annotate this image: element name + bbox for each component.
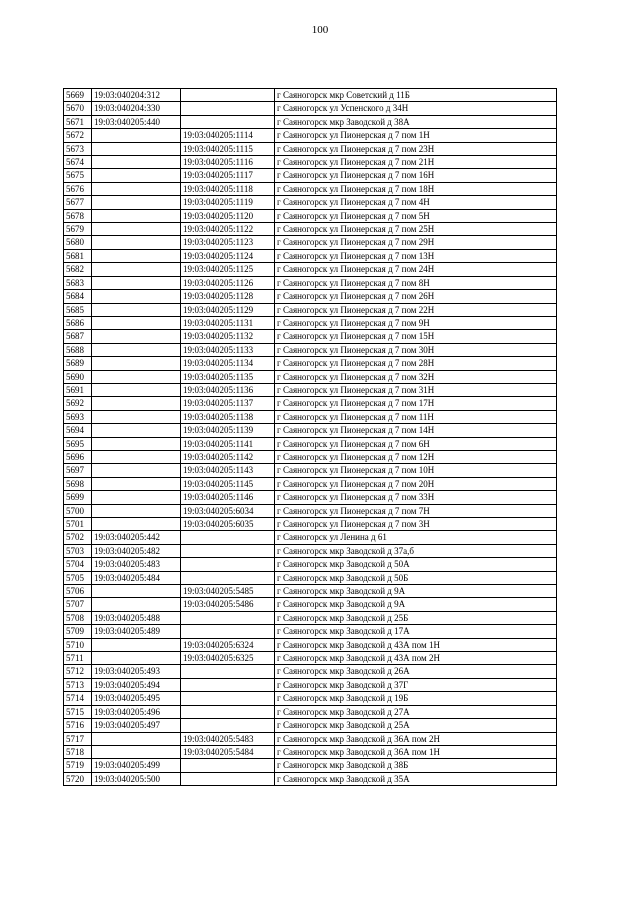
building-cadastral-cell: 19:03:040205:1133 bbox=[181, 343, 275, 356]
row-number-cell: 5694 bbox=[64, 424, 92, 437]
table-row bbox=[64, 249, 557, 262]
building-cadastral-cell: 19:03:040205:1122 bbox=[181, 223, 275, 236]
land-cadastral-cell bbox=[92, 585, 181, 598]
address-cell: г Саяногорск ул Пионерская д 7 пом 1Н bbox=[275, 129, 557, 142]
land-cadastral-cell: 19:03:040205:493 bbox=[92, 665, 181, 678]
table-row bbox=[64, 571, 557, 584]
building-cadastral-cell bbox=[181, 665, 275, 678]
table-row bbox=[64, 665, 557, 678]
building-cadastral-cell: 19:03:040205:1134 bbox=[181, 357, 275, 370]
address-cell: г Саяногорск мкр Заводской д 9А bbox=[275, 585, 557, 598]
land-cadastral-cell bbox=[92, 330, 181, 343]
row-number-cell: 5674 bbox=[64, 156, 92, 169]
address-cell: г Саяногорск ул Пионерская д 7 пом 22Н bbox=[275, 303, 557, 316]
building-cadastral-cell: 19:03:040205:1126 bbox=[181, 276, 275, 289]
row-number-cell: 5669 bbox=[64, 89, 92, 102]
address-cell: г Саяногорск ул Пионерская д 7 пом 16Н bbox=[275, 169, 557, 182]
address-cell: г Саяногорск ул Пионерская д 7 пом 25Н bbox=[275, 223, 557, 236]
land-cadastral-cell bbox=[92, 370, 181, 383]
table-row bbox=[64, 678, 557, 691]
row-number-cell: 5700 bbox=[64, 504, 92, 517]
address-cell: г Саяногорск ул Пионерская д 7 пом 11Н bbox=[275, 410, 557, 423]
table-row bbox=[64, 611, 557, 624]
building-cadastral-cell bbox=[181, 611, 275, 624]
table-row bbox=[64, 705, 557, 718]
table-row bbox=[64, 424, 557, 437]
building-cadastral-cell bbox=[181, 678, 275, 691]
building-cadastral-cell: 19:03:040205:1128 bbox=[181, 290, 275, 303]
building-cadastral-cell: 19:03:040205:1118 bbox=[181, 182, 275, 195]
row-number-cell: 5714 bbox=[64, 692, 92, 705]
building-cadastral-cell: 19:03:040205:6034 bbox=[181, 504, 275, 517]
building-cadastral-cell: 19:03:040205:1136 bbox=[181, 383, 275, 396]
row-number-cell: 5706 bbox=[64, 585, 92, 598]
building-cadastral-cell: 19:03:040205:1124 bbox=[181, 249, 275, 262]
land-cadastral-cell bbox=[92, 745, 181, 758]
building-cadastral-cell bbox=[181, 571, 275, 584]
building-cadastral-cell bbox=[181, 115, 275, 128]
land-cadastral-cell bbox=[92, 491, 181, 504]
row-number-cell: 5672 bbox=[64, 129, 92, 142]
row-number-cell: 5689 bbox=[64, 357, 92, 370]
row-number-cell: 5715 bbox=[64, 705, 92, 718]
land-cadastral-cell bbox=[92, 156, 181, 169]
address-cell: г Саяногорск мкр Заводской д 37а,б bbox=[275, 544, 557, 557]
building-cadastral-cell: 19:03:040205:5483 bbox=[181, 732, 275, 745]
land-cadastral-cell bbox=[92, 129, 181, 142]
land-cadastral-cell bbox=[92, 504, 181, 517]
land-cadastral-cell bbox=[92, 290, 181, 303]
address-cell: г Саяногорск ул Пионерская д 7 пом 12Н bbox=[275, 450, 557, 463]
row-number-cell: 5705 bbox=[64, 571, 92, 584]
row-number-cell: 5675 bbox=[64, 169, 92, 182]
building-cadastral-cell bbox=[181, 558, 275, 571]
address-cell: г Саяногорск ул Пионерская д 7 пом 8Н bbox=[275, 276, 557, 289]
building-cadastral-cell: 19:03:040205:1125 bbox=[181, 263, 275, 276]
address-cell: г Саяногорск ул Пионерская д 7 пом 31Н bbox=[275, 383, 557, 396]
address-cell: г Саяногорск ул Пионерская д 7 пом 15Н bbox=[275, 330, 557, 343]
building-cadastral-cell: 19:03:040205:1116 bbox=[181, 156, 275, 169]
land-cadastral-cell bbox=[92, 343, 181, 356]
land-cadastral-cell bbox=[92, 276, 181, 289]
land-cadastral-cell bbox=[92, 383, 181, 396]
land-cadastral-cell bbox=[92, 477, 181, 490]
address-cell: г Саяногорск ул Пионерская д 7 пом 3Н bbox=[275, 518, 557, 531]
row-number-cell: 5677 bbox=[64, 196, 92, 209]
building-cadastral-cell: 19:03:040205:1114 bbox=[181, 129, 275, 142]
table-row bbox=[64, 410, 557, 423]
land-cadastral-cell: 19:03:040205:496 bbox=[92, 705, 181, 718]
row-number-cell: 5696 bbox=[64, 450, 92, 463]
row-number-cell: 5686 bbox=[64, 316, 92, 329]
land-cadastral-cell: 19:03:040205:494 bbox=[92, 678, 181, 691]
table-row bbox=[64, 625, 557, 638]
land-cadastral-cell: 19:03:040205:497 bbox=[92, 719, 181, 732]
address-cell: г Саяногорск мкр Заводской д 50Б bbox=[275, 571, 557, 584]
row-number-cell: 5687 bbox=[64, 330, 92, 343]
address-cell: г Саяногорск мкр Заводской д 27А bbox=[275, 705, 557, 718]
building-cadastral-cell: 19:03:040205:1135 bbox=[181, 370, 275, 383]
address-cell: г Саяногорск ул Пионерская д 7 пом 32Н bbox=[275, 370, 557, 383]
land-cadastral-cell bbox=[92, 142, 181, 155]
row-number-cell: 5685 bbox=[64, 303, 92, 316]
table-row bbox=[64, 196, 557, 209]
table-row bbox=[64, 357, 557, 370]
building-cadastral-cell bbox=[181, 772, 275, 785]
land-cadastral-cell bbox=[92, 209, 181, 222]
building-cadastral-cell: 19:03:040205:1139 bbox=[181, 424, 275, 437]
address-cell: г Саяногорск мкр Заводской д 37Г bbox=[275, 678, 557, 691]
table-row bbox=[64, 303, 557, 316]
building-cadastral-cell bbox=[181, 759, 275, 772]
table-row bbox=[64, 491, 557, 504]
row-number-cell: 5720 bbox=[64, 772, 92, 785]
table-row bbox=[64, 464, 557, 477]
row-number-cell: 5709 bbox=[64, 625, 92, 638]
land-cadastral-cell: 19:03:040205:499 bbox=[92, 759, 181, 772]
building-cadastral-cell: 19:03:040205:1123 bbox=[181, 236, 275, 249]
table-row bbox=[64, 102, 557, 115]
row-number-cell: 5683 bbox=[64, 276, 92, 289]
row-number-cell: 5704 bbox=[64, 558, 92, 571]
address-cell: г Саяногорск ул Пионерская д 7 пом 4Н bbox=[275, 196, 557, 209]
land-cadastral-cell bbox=[92, 236, 181, 249]
table-row bbox=[64, 89, 557, 102]
land-cadastral-cell bbox=[92, 357, 181, 370]
row-number-cell: 5712 bbox=[64, 665, 92, 678]
table-row bbox=[64, 156, 557, 169]
building-cadastral-cell: 19:03:040205:5485 bbox=[181, 585, 275, 598]
building-cadastral-cell: 19:03:040205:1129 bbox=[181, 303, 275, 316]
building-cadastral-cell: 19:03:040205:1137 bbox=[181, 397, 275, 410]
table-row bbox=[64, 504, 557, 517]
row-number-cell: 5679 bbox=[64, 223, 92, 236]
address-cell: г Саяногорск мкр Заводской д 25Б bbox=[275, 611, 557, 624]
table-row bbox=[64, 719, 557, 732]
address-cell: г Саяногорск мкр Заводской д 50А bbox=[275, 558, 557, 571]
land-cadastral-cell bbox=[92, 249, 181, 262]
table-row bbox=[64, 397, 557, 410]
address-cell: г Саяногорск мкр Заводской д 9А bbox=[275, 598, 557, 611]
row-number-cell: 5678 bbox=[64, 209, 92, 222]
address-cell: г Саяногорск ул Пионерская д 7 пом 10Н bbox=[275, 464, 557, 477]
address-cell: г Саяногорск ул Пионерская д 7 пом 13Н bbox=[275, 249, 557, 262]
table-row bbox=[64, 598, 557, 611]
table-row bbox=[64, 585, 557, 598]
table-row bbox=[64, 638, 557, 651]
table-row bbox=[64, 558, 557, 571]
land-cadastral-cell bbox=[92, 652, 181, 665]
table-row bbox=[64, 450, 557, 463]
building-cadastral-cell: 19:03:040205:1142 bbox=[181, 450, 275, 463]
row-number-cell: 5688 bbox=[64, 343, 92, 356]
building-cadastral-cell: 19:03:040205:1146 bbox=[181, 491, 275, 504]
address-cell: г Саяногорск мкр Заводской д 43А пом 2Н bbox=[275, 652, 557, 665]
address-cell: г Саяногорск ул Пионерская д 7 пом 29Н bbox=[275, 236, 557, 249]
building-cadastral-cell: 19:03:040205:6035 bbox=[181, 518, 275, 531]
land-cadastral-cell: 19:03:040205:484 bbox=[92, 571, 181, 584]
land-cadastral-cell bbox=[92, 263, 181, 276]
row-number-cell: 5702 bbox=[64, 531, 92, 544]
building-cadastral-cell: 19:03:040205:1117 bbox=[181, 169, 275, 182]
land-cadastral-cell: 19:03:040204:312 bbox=[92, 89, 181, 102]
address-cell: г Саяногорск ул Пионерская д 7 пом 7Н bbox=[275, 504, 557, 517]
registry-table-body bbox=[64, 89, 557, 786]
table-row bbox=[64, 544, 557, 557]
row-number-cell: 5718 bbox=[64, 745, 92, 758]
page-number: 100 bbox=[311, 24, 329, 36]
building-cadastral-cell bbox=[181, 625, 275, 638]
building-cadastral-cell: 19:03:040205:1143 bbox=[181, 464, 275, 477]
row-number-cell: 5682 bbox=[64, 263, 92, 276]
address-cell: г Саяногорск ул Пионерская д 7 пом 14Н bbox=[275, 424, 557, 437]
table-row bbox=[64, 209, 557, 222]
address-cell: г Саяногорск мкр Советский д 11Б bbox=[275, 89, 557, 102]
land-cadastral-cell bbox=[92, 424, 181, 437]
table-row bbox=[64, 330, 557, 343]
address-cell: г Саяногорск ул Пионерская д 7 пом 23Н bbox=[275, 142, 557, 155]
table-row bbox=[64, 370, 557, 383]
land-cadastral-cell bbox=[92, 464, 181, 477]
row-number-cell: 5708 bbox=[64, 611, 92, 624]
land-cadastral-cell: 19:03:040205:489 bbox=[92, 625, 181, 638]
row-number-cell: 5699 bbox=[64, 491, 92, 504]
address-cell: г Саяногорск ул Пионерская д 7 пом 9Н bbox=[275, 316, 557, 329]
address-cell: г Саяногорск ул Пионерская д 7 пом 17Н bbox=[275, 397, 557, 410]
row-number-cell: 5670 bbox=[64, 102, 92, 115]
row-number-cell: 5693 bbox=[64, 410, 92, 423]
land-cadastral-cell: 19:03:040205:495 bbox=[92, 692, 181, 705]
building-cadastral-cell bbox=[181, 531, 275, 544]
table-row bbox=[64, 477, 557, 490]
building-cadastral-cell: 19:03:040205:6325 bbox=[181, 652, 275, 665]
address-cell: г Саяногорск ул Пионерская д 7 пом 5Н bbox=[275, 209, 557, 222]
address-cell: г Саяногорск мкр Заводской д 26А bbox=[275, 665, 557, 678]
address-cell: г Саяногорск ул Пионерская д 7 пом 26Н bbox=[275, 290, 557, 303]
table-row bbox=[64, 759, 557, 772]
land-cadastral-cell: 19:03:040205:482 bbox=[92, 544, 181, 557]
table-row bbox=[64, 343, 557, 356]
row-number-cell: 5698 bbox=[64, 477, 92, 490]
building-cadastral-cell bbox=[181, 719, 275, 732]
row-number-cell: 5676 bbox=[64, 182, 92, 195]
building-cadastral-cell: 19:03:040205:1145 bbox=[181, 477, 275, 490]
building-cadastral-cell: 19:03:040205:5484 bbox=[181, 745, 275, 758]
row-number-cell: 5711 bbox=[64, 652, 92, 665]
address-cell: г Саяногорск ул Пионерская д 7 пом 20Н bbox=[275, 477, 557, 490]
table-row bbox=[64, 276, 557, 289]
building-cadastral-cell bbox=[181, 544, 275, 557]
table-row bbox=[64, 732, 557, 745]
table-row bbox=[64, 129, 557, 142]
table-row bbox=[64, 142, 557, 155]
row-number-cell: 5713 bbox=[64, 678, 92, 691]
table-row bbox=[64, 652, 557, 665]
land-cadastral-cell bbox=[92, 182, 181, 195]
address-cell: г Саяногорск ул Пионерская д 7 пом 30Н bbox=[275, 343, 557, 356]
table-row bbox=[64, 223, 557, 236]
table-row bbox=[64, 115, 557, 128]
building-cadastral-cell bbox=[181, 89, 275, 102]
land-cadastral-cell bbox=[92, 437, 181, 450]
table-row bbox=[64, 290, 557, 303]
table-row bbox=[64, 692, 557, 705]
land-cadastral-cell: 19:03:040205:488 bbox=[92, 611, 181, 624]
address-cell: г Саяногорск мкр Заводской д 17А bbox=[275, 625, 557, 638]
table-row bbox=[64, 437, 557, 450]
address-cell: г Саяногорск мкр Заводской д 19Б bbox=[275, 692, 557, 705]
land-cadastral-cell bbox=[92, 316, 181, 329]
row-number-cell: 5690 bbox=[64, 370, 92, 383]
building-cadastral-cell bbox=[181, 692, 275, 705]
address-cell: г Саяногорск ул Пионерская д 7 пом 33Н bbox=[275, 491, 557, 504]
building-cadastral-cell: 19:03:040205:1132 bbox=[181, 330, 275, 343]
row-number-cell: 5692 bbox=[64, 397, 92, 410]
row-number-cell: 5710 bbox=[64, 638, 92, 651]
building-cadastral-cell: 19:03:040205:5486 bbox=[181, 598, 275, 611]
land-cadastral-cell bbox=[92, 732, 181, 745]
address-cell: г Саяногорск мкр Заводской д 25А bbox=[275, 719, 557, 732]
row-number-cell: 5701 bbox=[64, 518, 92, 531]
row-number-cell: 5671 bbox=[64, 115, 92, 128]
land-cadastral-cell bbox=[92, 196, 181, 209]
table-row bbox=[64, 383, 557, 396]
land-cadastral-cell: 19:03:040205:500 bbox=[92, 772, 181, 785]
row-number-cell: 5695 bbox=[64, 437, 92, 450]
table-row bbox=[64, 182, 557, 195]
table-row bbox=[64, 745, 557, 758]
table-row bbox=[64, 518, 557, 531]
row-number-cell: 5684 bbox=[64, 290, 92, 303]
address-cell: г Саяногорск ул Пионерская д 7 пом 6Н bbox=[275, 437, 557, 450]
table-row bbox=[64, 263, 557, 276]
land-cadastral-cell bbox=[92, 410, 181, 423]
row-number-cell: 5716 bbox=[64, 719, 92, 732]
table-row bbox=[64, 316, 557, 329]
address-cell: г Саяногорск мкр Заводской д 38Б bbox=[275, 759, 557, 772]
building-cadastral-cell bbox=[181, 102, 275, 115]
land-cadastral-cell: 19:03:040205:483 bbox=[92, 558, 181, 571]
land-cadastral-cell bbox=[92, 303, 181, 316]
building-cadastral-cell: 19:03:040205:1120 bbox=[181, 209, 275, 222]
land-cadastral-cell bbox=[92, 169, 181, 182]
land-cadastral-cell: 19:03:040204:330 bbox=[92, 102, 181, 115]
building-cadastral-cell: 19:03:040205:1138 bbox=[181, 410, 275, 423]
row-number-cell: 5719 bbox=[64, 759, 92, 772]
land-cadastral-cell: 19:03:040205:440 bbox=[92, 115, 181, 128]
building-cadastral-cell: 19:03:040205:1141 bbox=[181, 437, 275, 450]
row-number-cell: 5680 bbox=[64, 236, 92, 249]
table-row bbox=[64, 772, 557, 785]
land-cadastral-cell bbox=[92, 450, 181, 463]
address-cell: г Саяногорск ул Пионерская д 7 пом 18Н bbox=[275, 182, 557, 195]
address-cell: г Саяногорск ул Ленина д 61 bbox=[275, 531, 557, 544]
row-number-cell: 5691 bbox=[64, 383, 92, 396]
address-cell: г Саяногорск мкр Заводской д 35А bbox=[275, 772, 557, 785]
land-cadastral-cell bbox=[92, 598, 181, 611]
row-number-cell: 5697 bbox=[64, 464, 92, 477]
registry-table bbox=[63, 88, 557, 786]
land-cadastral-cell: 19:03:040205:442 bbox=[92, 531, 181, 544]
building-cadastral-cell: 19:03:040205:1131 bbox=[181, 316, 275, 329]
land-cadastral-cell bbox=[92, 518, 181, 531]
building-cadastral-cell: 19:03:040205:1119 bbox=[181, 196, 275, 209]
address-cell: г Саяногорск мкр Заводской д 36А пом 1Н bbox=[275, 745, 557, 758]
address-cell: г Саяногорск ул Успенского д 34Н bbox=[275, 102, 557, 115]
building-cadastral-cell: 19:03:040205:6324 bbox=[181, 638, 275, 651]
row-number-cell: 5703 bbox=[64, 544, 92, 557]
building-cadastral-cell bbox=[181, 705, 275, 718]
land-cadastral-cell bbox=[92, 223, 181, 236]
address-cell: г Саяногорск ул Пионерская д 7 пом 21Н bbox=[275, 156, 557, 169]
row-number-cell: 5681 bbox=[64, 249, 92, 262]
address-cell: г Саяногорск ул Пионерская д 7 пом 24Н bbox=[275, 263, 557, 276]
address-cell: г Саяногорск ул Пионерская д 7 пом 28Н bbox=[275, 357, 557, 370]
table-row bbox=[64, 236, 557, 249]
table-row bbox=[64, 531, 557, 544]
land-cadastral-cell bbox=[92, 638, 181, 651]
address-cell: г Саяногорск мкр Заводской д 38А bbox=[275, 115, 557, 128]
row-number-cell: 5707 bbox=[64, 598, 92, 611]
address-cell: г Саяногорск мкр Заводской д 36А пом 2Н bbox=[275, 732, 557, 745]
row-number-cell: 5717 bbox=[64, 732, 92, 745]
building-cadastral-cell: 19:03:040205:1115 bbox=[181, 142, 275, 155]
land-cadastral-cell bbox=[92, 397, 181, 410]
row-number-cell: 5673 bbox=[64, 142, 92, 155]
table-row bbox=[64, 169, 557, 182]
address-cell: г Саяногорск мкр Заводской д 43А пом 1Н bbox=[275, 638, 557, 651]
